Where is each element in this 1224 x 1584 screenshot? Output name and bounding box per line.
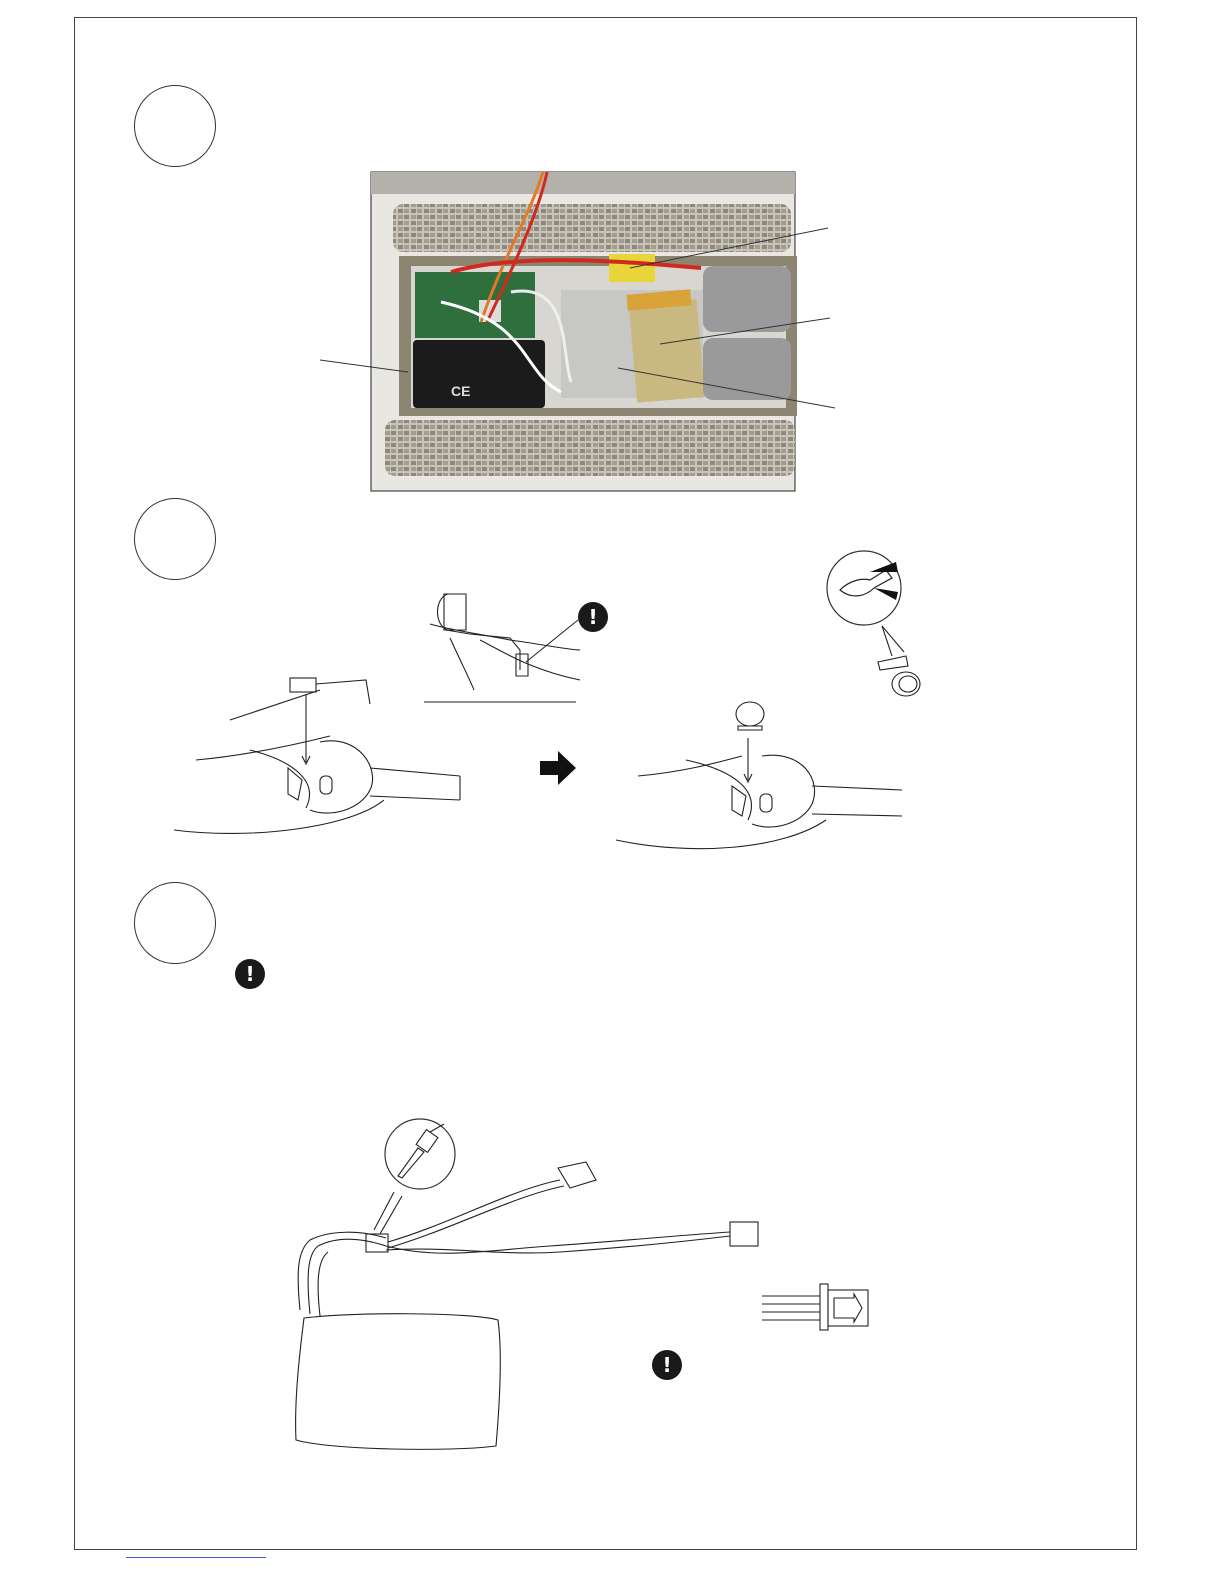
step-3-circle bbox=[134, 882, 216, 964]
connector-diagram bbox=[760, 1280, 872, 1336]
battery-lead-drawing bbox=[290, 1150, 790, 1455]
step-2-circle bbox=[134, 498, 216, 580]
hull-drawing-right bbox=[612, 700, 912, 856]
warning-icon: ! bbox=[578, 602, 608, 632]
warning-icon-connector: ! bbox=[652, 1350, 682, 1380]
periscope-part-detail bbox=[868, 622, 928, 702]
right-arrow-icon bbox=[538, 748, 578, 788]
side-cutter-icon bbox=[826, 550, 902, 626]
warning-icon-step-3: ! bbox=[235, 959, 265, 989]
step-1-circle bbox=[134, 85, 216, 167]
bottom-track bbox=[385, 420, 795, 476]
ce-mark: CE bbox=[451, 383, 471, 399]
footer-link-underline[interactable] bbox=[126, 1557, 266, 1558]
inset-mount-detail bbox=[420, 590, 590, 705]
photo-leader-lines bbox=[300, 220, 840, 420]
